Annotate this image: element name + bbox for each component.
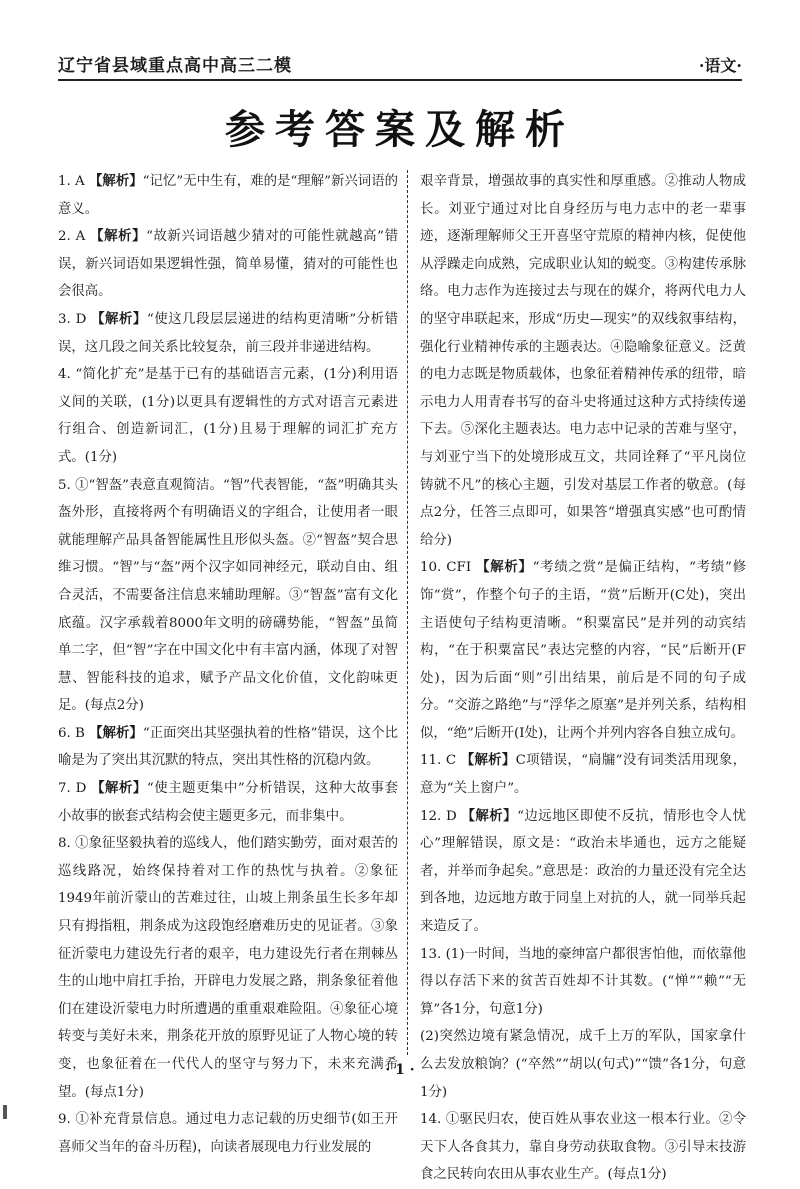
answer-item <box>58 775 398 830</box>
answer-item <box>58 168 398 223</box>
answer-number: 2. A <box>58 229 91 245</box>
answer-item <box>420 941 746 1024</box>
answer-number: 8. <box>58 836 76 852</box>
analysis-tag: 【解析】 <box>91 311 147 327</box>
answer-number: 11. C <box>420 753 461 769</box>
answer-item <box>58 1106 398 1161</box>
answer-text: “使主题更集中”分析错误，这种大故事套小故事的嵌套式结构会使主题更多元，而非集中。 <box>58 781 399 824</box>
answer-number: 6. B <box>58 725 90 741</box>
answer-text: “记忆”无中生有，难的是“理解”新兴词语的意义。 <box>58 174 398 217</box>
answer-text: ①“智盔”表意直观简洁。“智”代表智能，“盔”明确其头盔外形，直接将两个有明确语义的字组合，让使用者一眼就能理解产品具备智能属性且形似头盔。②“智盔”契合思维习惯。“智”与“盔”两个汉字如同神经元，联动自由、组合灵活，不需要备注信息来辅助理解。③“智盔”富有文化底蕴。汉字承载着8000年文明的磅礴势能，“智盔”虽简单二字，但“智”字在中国文化中有丰富内涵，体现了对智慧、智能科技的追求，赋予产品文化价值，文化韵味更足。(每点2分) <box>58 477 398 714</box>
answer-item <box>58 306 398 361</box>
answer-item <box>58 223 398 306</box>
answer-text: ①补充背景信息。通过电力志记载的历史细节(如王开喜师父当年的奋斗历程)，向读者展现电力行业发展的 <box>58 1112 398 1155</box>
answer-number: 4. <box>58 367 76 383</box>
answer-item <box>420 554 746 747</box>
analysis-tag: 【解析】 <box>91 781 147 797</box>
answer-text: (1)一时间，当地的豪绅富户都很害怕他，而依靠他得以存活下来的贫苦百姓却不计其数。(“惮”“赖”“无算”各1分，句意1分) <box>420 946 747 1017</box>
answer-item <box>58 472 398 720</box>
answer-item <box>58 361 398 471</box>
page-number: · 1 · <box>385 1062 415 1078</box>
analysis-tag: 【解析】 <box>460 753 516 769</box>
answer-number: 3. D <box>58 311 92 327</box>
answer-item <box>420 1106 746 1189</box>
answer-item <box>420 803 746 941</box>
analysis-tag: 【解析】 <box>90 229 147 245</box>
answer-item <box>420 747 746 802</box>
answer-item <box>420 168 746 554</box>
answer-number: 1. A <box>58 174 89 189</box>
answer-text: “正面突出其坚强执着的性格”错误，这个比喻是为了突出其沉默的特点，突出其性格的沉稳内敛。 <box>58 725 398 769</box>
analysis-tag: 【解析】 <box>89 725 143 741</box>
answer-number: 12. D <box>420 808 462 824</box>
analysis-tag: 【解析】 <box>461 808 518 824</box>
answer-text: 艰辛背景，增强故事的真实性和厚重感。②推动人物成长。刘亚宁通过对比自身经历与电力志中的老一辈事迹，逐渐理解师父王开喜坚守荒原的精神内核，促使他从浮躁走向成熟，完成职业认知的蜕变。③构建传承脉络。电力志作为连接过去与现在的媒介，将两代电力人的坚守串联起来，形成“历史—现实”的双线叙事结构，强化行业精神传承的主题表达。④隐喻象征意义。泛黄的电力志既是物质载体，也象征着精神传承的纽带，暗示电力人用青春书写的奋斗史将通过这种方式持续传递下去。⑤深化主题表达。电力志中记录的苦难与坚守，与刘亚宁当下的处境形成互文，共同诠释了“平凡岗位铸就不凡”的核心主题，引发对基层工作者的敬意。(每点2分，任答三点即可，如果答“增强真实感”也可酌情给分) <box>420 174 746 548</box>
answer-text: “考绩之赏”是偏正结构，“考绩”修饰“赏”，作整个句子的主语，“赏”后断开(C处)，突出主语使句子结构更清晰。“积粟富民”是并列的动宾结构，“在于积粟富民”表达完整的内容，“民”后断开(F处)，因为后面“则”引出结果，前后是不同的句子成分。“交游之路绝”与“浮华之原塞”是并列关系，结构相似，“绝”后断开(I处)，让两个并列内容各自独立成句。 <box>420 560 746 741</box>
right-column <box>420 168 746 1189</box>
scan-mark <box>3 1105 7 1119</box>
analysis-tag: 【解析】 <box>476 560 533 576</box>
page-header <box>58 50 742 81</box>
answer-number: 13. <box>420 946 446 962</box>
answer-number: 7. D <box>58 781 92 797</box>
answer-text: “故新兴词语越少猜对的可能性就越高”错误，新兴词语如果逻辑性强，简单易懂，猜对的可能性也会很高。 <box>58 229 398 300</box>
answer-text: “边远地区即使不反抗，情形也令人忧心”理解错误，原文是：“政治未毕通也，远方之能疑者，并举而争起矣。”意思是：政治的力量还没有完全达到各地，边远地方敢于同皇上对抗的人，就一同举兵起来造反了。 <box>420 808 746 935</box>
left-column <box>58 168 398 1161</box>
answer-number: 5. <box>58 477 76 493</box>
answer-text: “使这几段层层递进的结构更清晰”分析错误，这几段之间关系比较复杂，前三段并非递进结构。 <box>58 311 399 355</box>
column-divider <box>407 170 408 1055</box>
answer-text: “简化扩充”是基于已有的基础语言元素，(1分)利用语义间的关联，(1分)以更具有逻辑性的方式对语言元素进行组合、创造新词汇，(1分)且易于理解的词汇扩充方式。(1分) <box>58 367 398 465</box>
answer-number: 9. <box>58 1112 76 1128</box>
answer-text: ①象征坚毅执着的巡线人，他们踏实勤劳，面对艰苦的巡线路况，始终保持着对工作的热忱与执着。②象征1949年前沂蒙山的苦难过往，山坡上荆条虽生长多年却只有拇指粗，荆条成为这段饱经磨难历史的见证者。③象征沂蒙电力建设先行者的艰辛，电力建设先行者在荆棘丛生的山地中肩扛手抬，开辟电力发展之路，荆条象征着他们在建设沂蒙电力时所遭遇的重重艰难险阻。④象征心境转变与美好未来，荆条花开放的原野见证了人物心境的转变，也象征着在一代代人的坚守与努力下，未来充满希望。(每点1分) <box>58 836 398 1100</box>
answer-item <box>58 720 398 775</box>
exam-name: 辽宁省县域重点高中高三二模 <box>58 56 292 76</box>
answer-text: C项错误，“扃牖”没有词类活用现象，意为“关上窗户”。 <box>420 753 747 797</box>
answer-text: ①驱民归农，使百姓从事农业这一根本行业。②令天下人各食其力，靠自身劳动获取食物。③引导末技游食之民转向农田从事农业生产。(每点1分) <box>420 1112 746 1183</box>
answer-number: 10. CFI <box>420 560 477 576</box>
page-title: 参考答案及解析 <box>225 107 575 153</box>
answer-number: 14. <box>420 1112 446 1128</box>
subject-label: ·语文· <box>698 56 742 75</box>
analysis-tag: 【解析】 <box>89 174 143 189</box>
answer-text: (2)突然边境有紧急情况，成千上万的军队，国家拿什么去发放粮饷？(“卒然”“胡以(句式)”“馈”各1分，句意1分) <box>420 1029 746 1100</box>
